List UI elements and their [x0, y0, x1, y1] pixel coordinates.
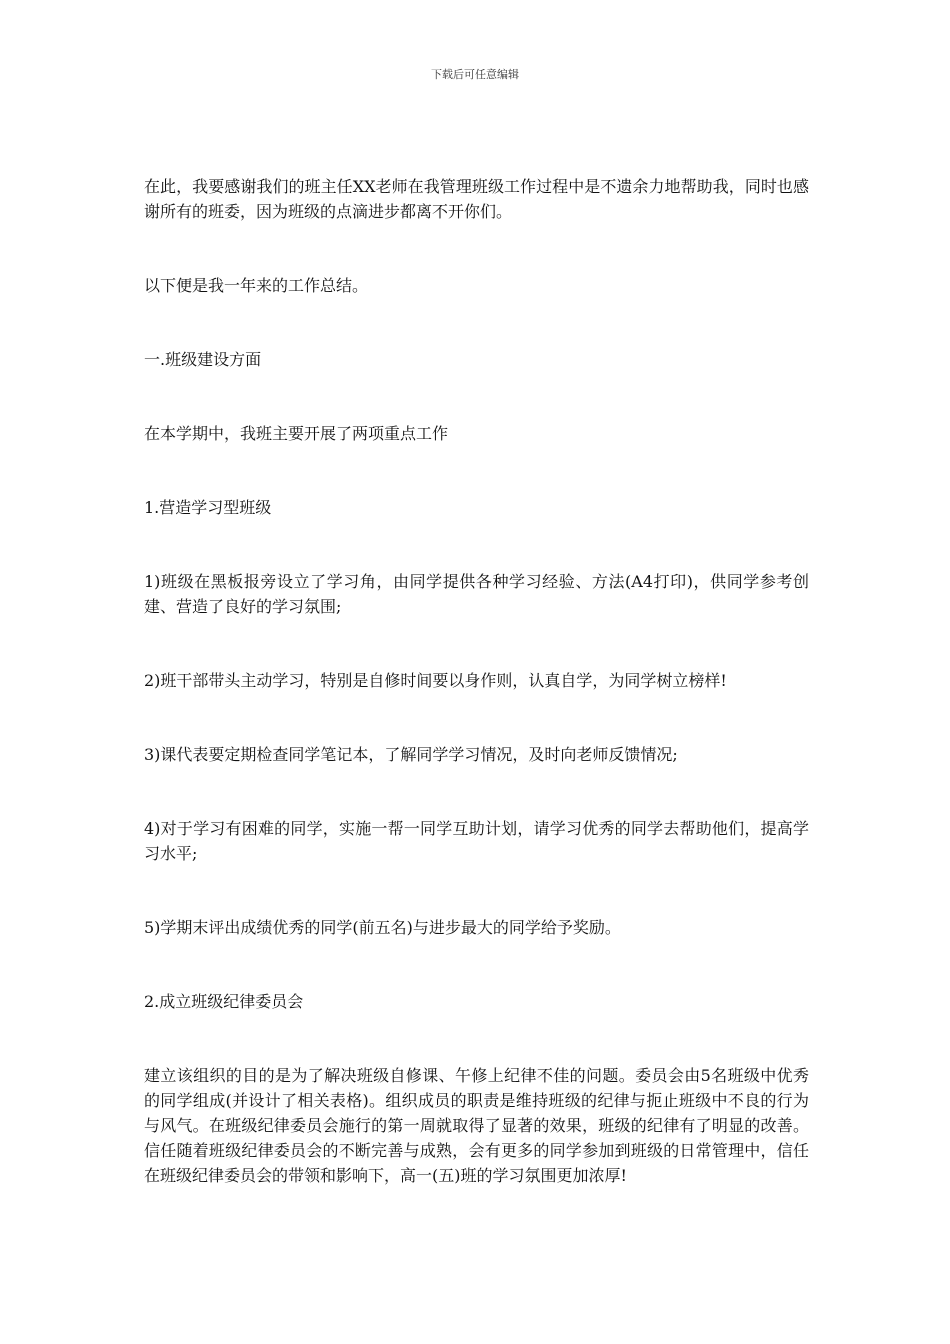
document-body	[144, 174, 809, 1188]
page-header: 下载后可任意编辑	[431, 68, 519, 81]
section-heading-class-building: 一.班级建设方面	[144, 350, 262, 369]
paragraph-committee-details: 建立该组织的目的是为了解决班级自修课、午修上纪律不佳的问题。委员会由5名班级中优秀的同学组成(并设计了相关表格)。组织成员的职责是维持班级的纪律与扼止班级中不良的行为与风气。在班级纪律委员会施行的第一周就取得了显著的效果，班级的纪律有了明显的改善。信任随着班级纪律委员会的不断完善与成熟，会有更多的同学参加到班级的日常管理中，信任在班级纪律委员会的带领和影响下，高一(五)班的学习氛围更加浓厚!	[144, 1066, 809, 1185]
subheading-learning-class: 1.营造学习型班级	[144, 498, 272, 517]
list-item-5: 5)学期末评出成绩优秀的同学(前五名)与进步最大的同学给予奖励。	[144, 918, 621, 937]
list-item-1: 1)班级在黑板报旁设立了学习角，由同学提供各种学习经验、方法(A4打印)，供同学参考创建、营造了良好的学习氛围;	[144, 572, 809, 616]
paragraph-intro: 以下便是我一年来的工作总结。	[144, 276, 369, 295]
list-item-2: 2)班干部带头主动学习，特别是自修时间要以身作则，认真自学，为同学树立榜样!	[144, 671, 727, 690]
subheading-discipline-committee: 2.成立班级纪律委员会	[144, 992, 304, 1011]
list-item-4: 4)对于学习有困难的同学，实施一帮一同学互助计划，请学习优秀的同学去帮助他们，提高学习水平;	[144, 819, 809, 863]
paragraph-thanks: 在此，我要感谢我们的班主任XX老师在我管理班级工作过程中是不遗余力地帮助我，同时也感谢所有的班委，因为班级的点滴进步都离不开你们。	[144, 177, 809, 221]
list-item-3: 3)课代表要定期检查同学笔记本，了解同学学习情况，及时向老师反馈情况;	[144, 745, 678, 764]
paragraph-semester-work: 在本学期中，我班主要开展了两项重点工作	[144, 424, 449, 443]
